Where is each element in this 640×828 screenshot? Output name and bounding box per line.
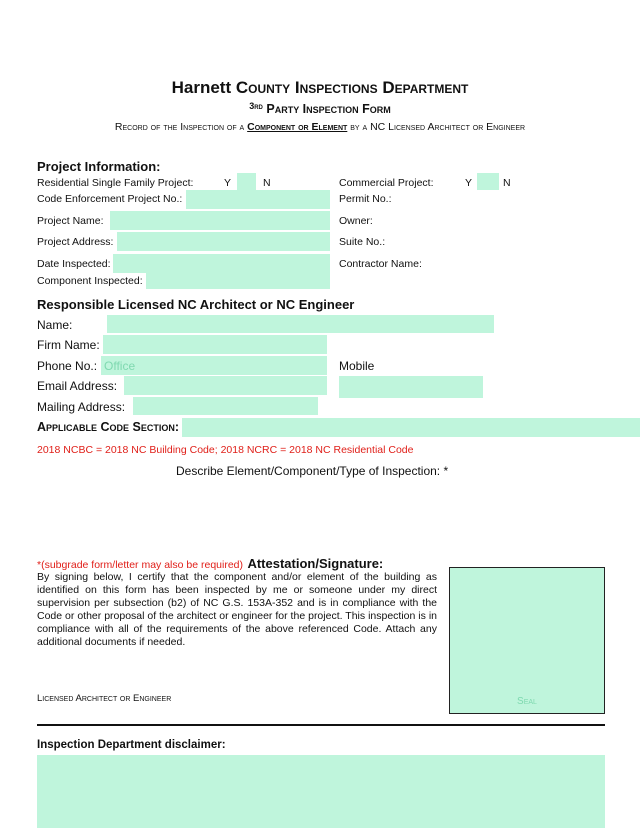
project-heading: Project Information: [37,159,161,174]
subtitle-text: Party Inspection Form [266,102,391,116]
permit-label: Permit No.: [339,193,392,205]
contractor-label: Contractor Name: [339,258,422,270]
firm-name-label: Firm Name: [37,338,100,352]
subtitle-sup: 3rd [249,101,263,111]
project-name-label: Project Name: [37,215,104,227]
record-post: by a NC Licensed Architect or Engineer [350,121,526,133]
code-section-field[interactable] [182,418,640,437]
suite-label: Suite No.: [339,236,386,248]
attestation-note: *(subgrade form/letter may also be required) [37,559,244,571]
residential-y-field[interactable] [237,173,256,190]
phone-office-field[interactable] [101,356,327,375]
responsible-heading: Responsible Licensed NC Architect or NC Engineer [37,297,355,312]
project-address-field[interactable] [117,232,330,251]
component-field[interactable] [146,272,330,289]
describe-label: Describe Element/Component/Type of Inspection: * [176,464,449,478]
seal-label: Seal [517,696,537,707]
commercial-n-label: N [503,177,511,189]
title-rest: County Inspections Department [235,78,469,97]
section-divider [37,724,605,726]
seal-box[interactable] [449,567,605,714]
disclaimer-heading: Inspection Department disclaimer: [37,739,226,751]
residential-y-label: Y [224,177,232,189]
attestation-body: By signing below, I certify that the component and/or element of the building as identified on this form has been inspected by me or someone under my direct supervision per subsection (b2) of NC G.S. 153A-352 and is in compliance with the Code or other proposal of the architect or engineer for the project. This inspection is in compliance with all of the requirements of the above referenced Code. Attach any additional documents if needed. [37,571,437,649]
mobile-field[interactable] [339,376,483,398]
date-inspected-field[interactable] [113,254,330,273]
code-section-label: Applicable Code Section: [37,420,180,434]
form-subtitle [0,101,640,116]
disclaimer-field[interactable] [37,755,605,828]
commercial-y-label: Y [465,177,473,189]
signer-label: Licensed Architect or Engineer [37,693,172,704]
record-line [0,121,640,133]
commercial-y-field[interactable] [477,173,499,190]
resp-name-field[interactable] [107,315,494,333]
email-field[interactable] [124,376,327,395]
date-inspected-label: Date Inspected: [37,258,111,270]
record-emph: Component or Element [247,121,348,133]
phone-label: Phone No.: [37,359,98,373]
mobile-label: Mobile [339,359,375,373]
form-title [0,78,640,98]
attestation-heading: Attestation/Signature: [247,556,384,571]
residential-label: Residential Single Family Project: [37,177,194,189]
mailing-label: Mailing Address: [37,400,126,414]
code-enforcement-field[interactable] [186,190,330,209]
resp-name-label: Name: [37,318,73,332]
code-enforcement-label: Code Enforcement Project No.: [37,193,183,205]
project-name-field[interactable] [110,211,330,230]
title-main: Harnett [171,78,232,97]
firm-name-field[interactable] [103,335,327,354]
code-note: 2018 NCBC = 2018 NC Building Code; 2018 NCRC = 2018 NC Residential Code [37,444,414,456]
residential-n-label: N [263,177,271,189]
email-label: Email Address: [37,379,118,393]
component-label: Component Inspected: [37,275,143,287]
phone-office-placeholder: Office [104,359,136,373]
commercial-label: Commercial Project: [339,177,434,189]
mailing-field[interactable] [133,397,318,415]
project-address-label: Project Address: [37,236,114,248]
owner-label: Owner: [339,215,373,227]
record-pre: Record of the Inspection of a [114,121,245,133]
